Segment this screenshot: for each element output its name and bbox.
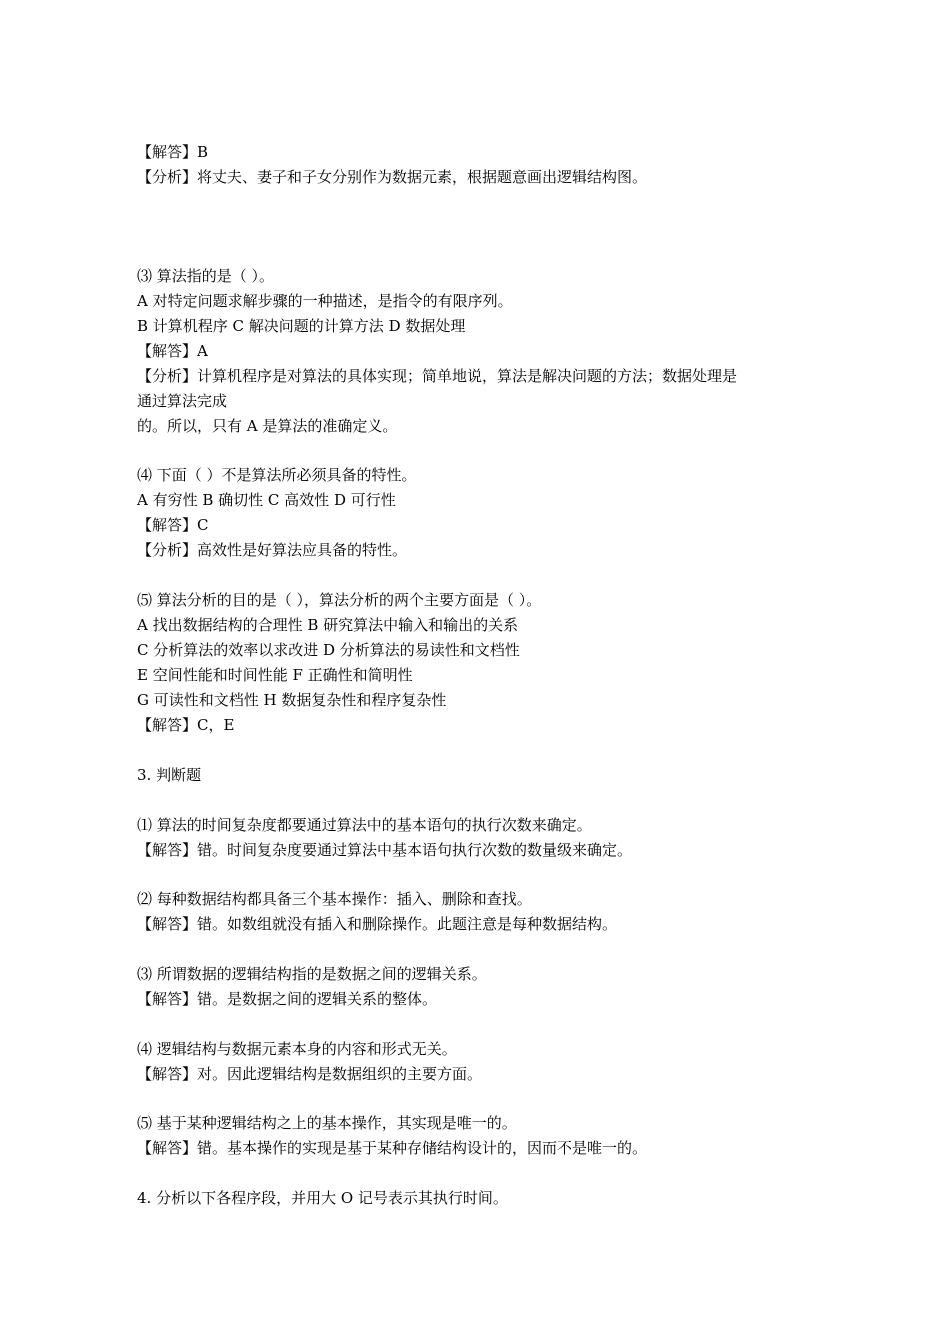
question-3-analysis: 【分析】计算机程序是对算法的具体实现；简单地说，算法是解决问题的方法；数据处理是 [137, 367, 738, 385]
question-5-options-ef: E 空间性能和时间性能 F 正确性和简明性 [137, 666, 413, 684]
question-4-options: A 有穷性 B 确切性 C 高效性 D 可行性 [137, 491, 396, 509]
question-3-option-a: A 对特定问题求解步骤的一种描述，是指令的有限序列。 [137, 292, 513, 310]
question-3-answer: 【解答】A [137, 342, 208, 360]
judgement-2-stem: ⑵ 每种数据结构都具备三个基本操作：插入、删除和查找。 [137, 890, 532, 908]
judgement-1-stem: ⑴ 算法的时间复杂度都要通过算法中的基本语句的执行次数来确定。 [137, 816, 592, 834]
section-heading-judgement: 3. 判断题 [137, 766, 202, 784]
question-3-stem: ⑶ 算法指的是（ ）。 [137, 267, 275, 285]
judgement-5-answer: 【解答】错。基本操作的实现是基于某种存储结构设计的，因而不是唯一的。 [137, 1139, 648, 1157]
judgement-4-answer: 【解答】对。因此逻辑结构是数据组织的主要方面。 [137, 1065, 483, 1083]
judgement-3-answer: 【解答】错。是数据之间的逻辑关系的整体。 [137, 990, 438, 1008]
question-4-answer: 【解答】C [137, 516, 209, 534]
judgement-1-answer: 【解答】错。时间复杂度要通过算法中基本语句执行次数的数量级来确定。 [137, 841, 633, 859]
analysis-line: 【分析】将丈夫、妻子和子女分别作为数据元素，根据题意画出逻辑结构图。 [137, 168, 648, 186]
judgement-3-stem: ⑶ 所谓数据的逻辑结构指的是数据之间的逻辑关系。 [137, 965, 487, 983]
question-4-stem: ⑷ 下面（ ）不是算法所必须具备的特性。 [137, 466, 417, 484]
question-4-analysis: 【分析】高效性是好算法应具备的特性。 [137, 541, 408, 559]
question-5-options-ab: A 找出数据结构的合理性 B 研究算法中输入和输出的关系 [137, 616, 519, 634]
question-5-options-cd: C 分析算法的效率以求改进 D 分析算法的易读性和文档性 [137, 641, 520, 659]
question-3-options-bcd: B 计算机程序 C 解决问题的计算方法 D 数据处理 [137, 317, 466, 335]
judgement-5-stem: ⑸ 基于某种逻辑结构之上的基本操作，其实现是唯一的。 [137, 1114, 517, 1132]
question-3-analysis-cont-2: 的。所以，只有 A 是算法的准确定义。 [137, 417, 398, 435]
section-heading-analysis: 4. 分析以下各程序段，并用大 O 记号表示其执行时间。 [137, 1189, 508, 1207]
judgement-2-answer: 【解答】错。如数组就没有插入和删除操作。此题注意是每种数据结构。 [137, 915, 618, 933]
answer-line: 【解答】B [137, 143, 209, 161]
question-5-stem: ⑸ 算法分析的目的是（ ），算法分析的两个主要方面是（ ）。 [137, 591, 542, 609]
question-3-analysis-cont-1: 通过算法完成 [137, 392, 228, 410]
question-5-options-gh: G 可读性和文档性 H 数据复杂性和程序复杂性 [137, 691, 447, 709]
judgement-4-stem: ⑷ 逻辑结构与数据元素本身的内容和形式无关。 [137, 1040, 457, 1058]
question-5-answer: 【解答】C，E [137, 716, 235, 734]
